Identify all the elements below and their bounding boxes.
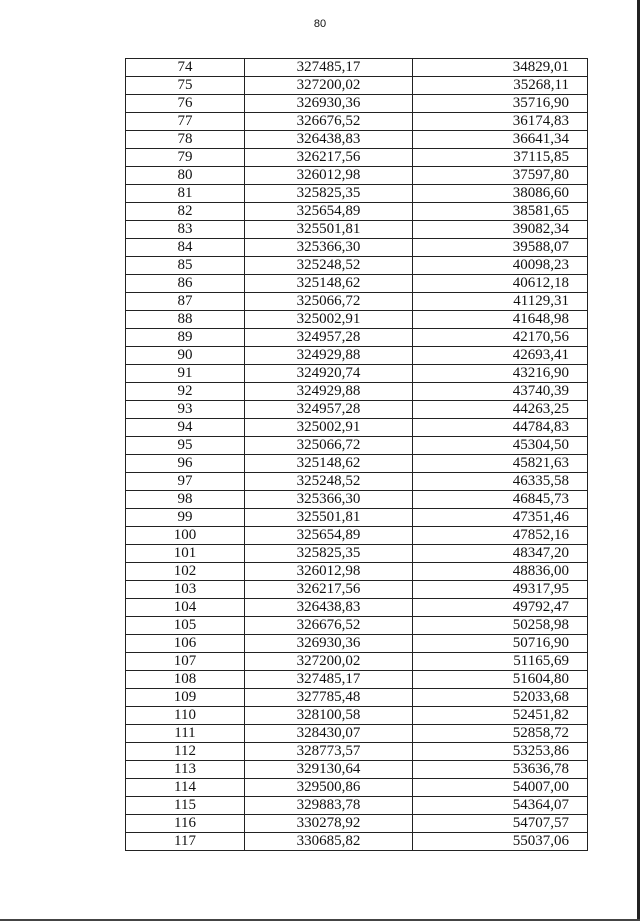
y-coordinate-cell: 44784,83 — [413, 419, 588, 437]
y-coordinate-cell: 38581,65 — [413, 203, 588, 221]
x-coordinate-cell: 325501,81 — [245, 221, 413, 239]
x-coordinate-cell: 326930,36 — [245, 95, 413, 113]
y-coordinate-cell: 50716,90 — [413, 635, 588, 653]
x-coordinate-cell: 328430,07 — [245, 725, 413, 743]
x-coordinate-cell: 324957,28 — [245, 401, 413, 419]
x-coordinate-cell: 325148,62 — [245, 275, 413, 293]
table-row — [126, 77, 588, 95]
table-row — [126, 563, 588, 581]
x-coordinate-cell: 325148,62 — [245, 455, 413, 473]
point-number-cell: 98 — [126, 491, 245, 509]
y-coordinate-cell: 43216,90 — [413, 365, 588, 383]
point-number-cell: 84 — [126, 239, 245, 257]
y-coordinate-cell: 35268,11 — [413, 77, 588, 95]
point-number-cell: 112 — [126, 743, 245, 761]
table-row — [126, 581, 588, 599]
y-coordinate-cell: 54364,07 — [413, 797, 588, 815]
y-coordinate-cell: 54707,57 — [413, 815, 588, 833]
point-number-cell: 92 — [126, 383, 245, 401]
point-number-cell: 76 — [126, 95, 245, 113]
point-number-cell: 77 — [126, 113, 245, 131]
x-coordinate-cell: 324920,74 — [245, 365, 413, 383]
x-coordinate-cell: 325654,89 — [245, 527, 413, 545]
y-coordinate-cell: 49317,95 — [413, 581, 588, 599]
y-coordinate-cell: 42170,56 — [413, 329, 588, 347]
table-row — [126, 671, 588, 689]
point-number-cell: 93 — [126, 401, 245, 419]
point-number-cell: 91 — [126, 365, 245, 383]
point-number-cell: 79 — [126, 149, 245, 167]
table-row — [126, 653, 588, 671]
table-row — [126, 275, 588, 293]
point-number-cell: 108 — [126, 671, 245, 689]
table-row — [126, 311, 588, 329]
table-row — [126, 131, 588, 149]
table-row — [126, 815, 588, 833]
y-coordinate-cell: 43740,39 — [413, 383, 588, 401]
y-coordinate-cell: 36174,83 — [413, 113, 588, 131]
point-number-cell: 107 — [126, 653, 245, 671]
coordinates-table — [125, 58, 588, 851]
table-row — [126, 347, 588, 365]
point-number-cell: 94 — [126, 419, 245, 437]
x-coordinate-cell: 326930,36 — [245, 635, 413, 653]
y-coordinate-cell: 40612,18 — [413, 275, 588, 293]
point-number-cell: 105 — [126, 617, 245, 635]
y-coordinate-cell: 47351,46 — [413, 509, 588, 527]
table-row — [126, 149, 588, 167]
table-row — [126, 707, 588, 725]
point-number-cell: 88 — [126, 311, 245, 329]
point-number-cell: 89 — [126, 329, 245, 347]
table-row — [126, 761, 588, 779]
y-coordinate-cell: 50258,98 — [413, 617, 588, 635]
x-coordinate-cell: 326438,83 — [245, 131, 413, 149]
point-number-cell: 114 — [126, 779, 245, 797]
table-row — [126, 599, 588, 617]
point-number-cell: 87 — [126, 293, 245, 311]
y-coordinate-cell: 37597,80 — [413, 167, 588, 185]
y-coordinate-cell: 41648,98 — [413, 311, 588, 329]
point-number-cell: 82 — [126, 203, 245, 221]
point-number-cell: 95 — [126, 437, 245, 455]
point-number-cell: 99 — [126, 509, 245, 527]
point-number-cell: 78 — [126, 131, 245, 149]
y-coordinate-cell: 39082,34 — [413, 221, 588, 239]
point-number-cell: 86 — [126, 275, 245, 293]
x-coordinate-cell: 326217,56 — [245, 149, 413, 167]
y-coordinate-cell: 48347,20 — [413, 545, 588, 563]
table-row — [126, 185, 588, 203]
table-row — [126, 473, 588, 491]
point-number-cell: 111 — [126, 725, 245, 743]
y-coordinate-cell: 35716,90 — [413, 95, 588, 113]
x-coordinate-cell: 327485,17 — [245, 59, 413, 77]
x-coordinate-cell: 329883,78 — [245, 797, 413, 815]
y-coordinate-cell: 40098,23 — [413, 257, 588, 275]
y-coordinate-cell: 46845,73 — [413, 491, 588, 509]
y-coordinate-cell: 55037,06 — [413, 833, 588, 851]
x-coordinate-cell: 325066,72 — [245, 293, 413, 311]
point-number-cell: 90 — [126, 347, 245, 365]
table-row — [126, 383, 588, 401]
y-coordinate-cell: 41129,31 — [413, 293, 588, 311]
point-number-cell: 115 — [126, 797, 245, 815]
table-row — [126, 203, 588, 221]
point-number-cell: 97 — [126, 473, 245, 491]
x-coordinate-cell: 327200,02 — [245, 653, 413, 671]
table-row — [126, 509, 588, 527]
x-coordinate-cell: 325825,35 — [245, 545, 413, 563]
x-coordinate-cell: 325248,52 — [245, 473, 413, 491]
x-coordinate-cell: 327200,02 — [245, 77, 413, 95]
table-row — [126, 167, 588, 185]
y-coordinate-cell: 42693,41 — [413, 347, 588, 365]
point-number-cell: 102 — [126, 563, 245, 581]
table-row — [126, 239, 588, 257]
y-coordinate-cell: 52858,72 — [413, 725, 588, 743]
x-coordinate-cell: 327785,48 — [245, 689, 413, 707]
x-coordinate-cell: 329500,86 — [245, 779, 413, 797]
x-coordinate-cell: 325248,52 — [245, 257, 413, 275]
table-row — [126, 437, 588, 455]
y-coordinate-cell: 52033,68 — [413, 689, 588, 707]
point-number-cell: 85 — [126, 257, 245, 275]
point-number-cell: 113 — [126, 761, 245, 779]
x-coordinate-cell: 328100,58 — [245, 707, 413, 725]
x-coordinate-cell: 324929,88 — [245, 347, 413, 365]
point-number-cell: 116 — [126, 815, 245, 833]
point-number-cell: 96 — [126, 455, 245, 473]
table-row — [126, 689, 588, 707]
x-coordinate-cell: 325366,30 — [245, 491, 413, 509]
point-number-cell: 83 — [126, 221, 245, 239]
x-coordinate-cell: 325366,30 — [245, 239, 413, 257]
x-coordinate-cell: 325002,91 — [245, 311, 413, 329]
x-coordinate-cell: 326012,98 — [245, 563, 413, 581]
point-number-cell: 103 — [126, 581, 245, 599]
point-number-cell: 104 — [126, 599, 245, 617]
table-row — [126, 257, 588, 275]
table-row — [126, 455, 588, 473]
x-coordinate-cell: 326676,52 — [245, 617, 413, 635]
table-row — [126, 491, 588, 509]
y-coordinate-cell: 34829,01 — [413, 59, 588, 77]
y-coordinate-cell: 36641,34 — [413, 131, 588, 149]
x-coordinate-cell: 325825,35 — [245, 185, 413, 203]
table-row — [126, 743, 588, 761]
y-coordinate-cell: 49792,47 — [413, 599, 588, 617]
table-row — [126, 833, 588, 851]
y-coordinate-cell: 51165,69 — [413, 653, 588, 671]
point-number-cell: 117 — [126, 833, 245, 851]
x-coordinate-cell: 326676,52 — [245, 113, 413, 131]
page-number: 80 — [313, 18, 327, 30]
table-row — [126, 617, 588, 635]
point-number-cell: 75 — [126, 77, 245, 95]
x-coordinate-cell: 325066,72 — [245, 437, 413, 455]
x-coordinate-cell: 324929,88 — [245, 383, 413, 401]
table-row — [126, 221, 588, 239]
y-coordinate-cell: 48836,00 — [413, 563, 588, 581]
table-row — [126, 545, 588, 563]
table-row — [126, 779, 588, 797]
x-coordinate-cell: 330685,82 — [245, 833, 413, 851]
x-coordinate-cell: 325501,81 — [245, 509, 413, 527]
point-number-cell: 109 — [126, 689, 245, 707]
point-number-cell: 80 — [126, 167, 245, 185]
table-row — [126, 113, 588, 131]
x-coordinate-cell: 328773,57 — [245, 743, 413, 761]
y-coordinate-cell: 44263,25 — [413, 401, 588, 419]
point-number-cell: 106 — [126, 635, 245, 653]
table-row — [126, 293, 588, 311]
y-coordinate-cell: 53253,86 — [413, 743, 588, 761]
x-coordinate-cell: 330278,92 — [245, 815, 413, 833]
point-number-cell: 110 — [126, 707, 245, 725]
table-row — [126, 59, 588, 77]
x-coordinate-cell: 325654,89 — [245, 203, 413, 221]
y-coordinate-cell: 45821,63 — [413, 455, 588, 473]
table-row — [126, 365, 588, 383]
table-row — [126, 635, 588, 653]
x-coordinate-cell: 325002,91 — [245, 419, 413, 437]
point-number-cell: 101 — [126, 545, 245, 563]
table-row — [126, 725, 588, 743]
x-coordinate-cell: 329130,64 — [245, 761, 413, 779]
table-body — [126, 59, 588, 851]
table-row — [126, 419, 588, 437]
point-number-cell: 74 — [126, 59, 245, 77]
point-number-cell: 100 — [126, 527, 245, 545]
x-coordinate-cell: 326217,56 — [245, 581, 413, 599]
table-row — [126, 329, 588, 347]
x-coordinate-cell: 324957,28 — [245, 329, 413, 347]
y-coordinate-cell: 52451,82 — [413, 707, 588, 725]
y-coordinate-cell: 38086,60 — [413, 185, 588, 203]
y-coordinate-cell: 47852,16 — [413, 527, 588, 545]
y-coordinate-cell: 53636,78 — [413, 761, 588, 779]
table-row — [126, 95, 588, 113]
x-coordinate-cell: 327485,17 — [245, 671, 413, 689]
y-coordinate-cell: 45304,50 — [413, 437, 588, 455]
table-row — [126, 527, 588, 545]
y-coordinate-cell: 46335,58 — [413, 473, 588, 491]
table-row — [126, 797, 588, 815]
y-coordinate-cell: 54007,00 — [413, 779, 588, 797]
point-number-cell: 81 — [126, 185, 245, 203]
table-row — [126, 401, 588, 419]
x-coordinate-cell: 326438,83 — [245, 599, 413, 617]
y-coordinate-cell: 39588,07 — [413, 239, 588, 257]
y-coordinate-cell: 51604,80 — [413, 671, 588, 689]
y-coordinate-cell: 37115,85 — [413, 149, 588, 167]
x-coordinate-cell: 326012,98 — [245, 167, 413, 185]
